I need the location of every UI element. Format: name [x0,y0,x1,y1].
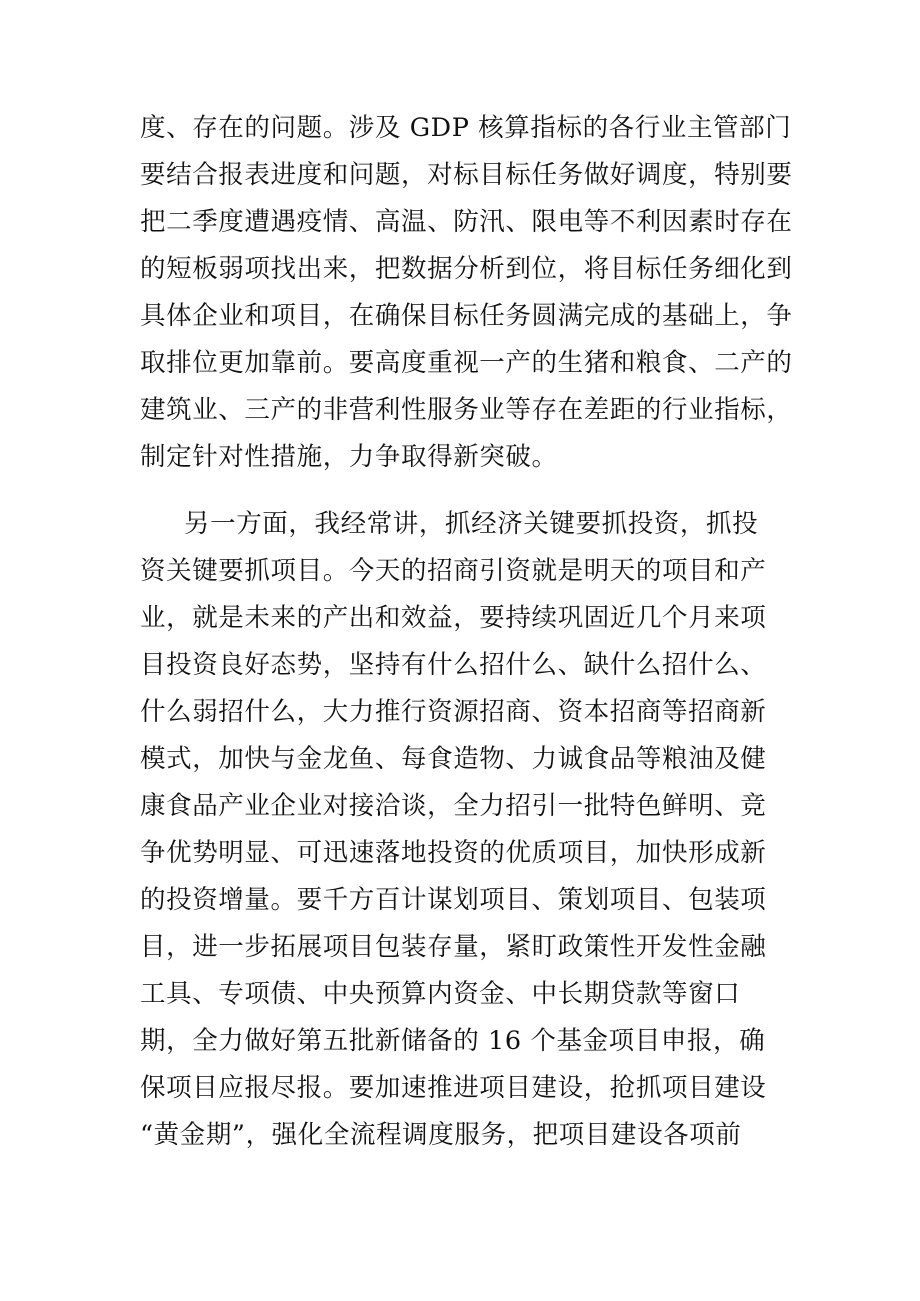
paragraph-2-line-13: 保项目应报尽报。要加速推进项目建设，抢抓项目建设 [140,1073,767,1103]
paragraph-2-line-9: 的投资增量。要千方百计谋划项目、策划项目、包装项 [140,885,767,915]
paragraph-2-line-7: 康食品产业企业对接洽谈，全力招引一批特色鲜明、竞 [140,791,767,821]
paragraph-1-line-3: 把二季度遭遇疫情、高温、防汛、限电等不利因素时存在 [140,207,793,237]
paragraph-2-line-3: 业，就是未来的产出和效益，要持续巩固近几个月来项 [140,603,767,633]
paragraph-1-line-2: 要结合报表进度和问题，对标目标任务做好调度，特别要 [140,160,793,190]
paragraph-1-line-6: 取排位更加靠前。要高度重视一产的生猪和粮食、二产的 [140,348,793,378]
paragraph-1-line-7: 建筑业、三产的非营利性服务业等存在差距的行业指标， [140,395,793,425]
paragraph-2-line-10: 目，进一步拓展项目包装存量，紧盯政策性开发性金融 [140,932,767,962]
paragraph-2-line-4: 目投资良好态势，坚持有什么招什么、缺什么招什么、 [140,650,767,680]
paragraph-1-line-4: 的短板弱项找出来，把数据分析到位，将目标任务细化到 [140,254,793,284]
paragraph-2-line-5: 什么弱招什么，大力推行资源招商、资本招商等招商新 [140,697,767,727]
paragraph-2-line-12: 期，全力做好第五批新储备的 16 个基金项目申报，确 [140,1026,766,1056]
paragraph-1-line-8: 制定针对性措施，力争取得新突破。 [140,442,558,472]
paragraph-1-line-1: 度、存在的问题。涉及 GDP 核算指标的各行业主管部门 [140,113,792,143]
paragraph-2-line-1: 另一方面，我经常讲，抓经济关键要抓投资，抓投 [184,509,759,539]
paragraph-2-line-2: 资关键要抓项目。今天的招商引资就是明天的项目和产 [140,556,767,586]
paragraph-1-line-5: 具体企业和项目，在确保目标任务圆满完成的基础上，争 [140,301,793,331]
paragraph-2-line-11: 工具、专项债、中央预算内资金、中长期贷款等窗口 [140,979,741,1009]
paragraph-2-line-8: 争优势明显、可迅速落地投资的优质项目，加快形成新 [140,838,767,868]
paragraph-2-line-6: 模式，加快与金龙鱼、每食造物、力诚食品等粮油及健 [140,744,767,774]
paragraph-2-line-14: “黄金期”，强化全流程调度服务，把项目建设各项前 [140,1120,742,1150]
